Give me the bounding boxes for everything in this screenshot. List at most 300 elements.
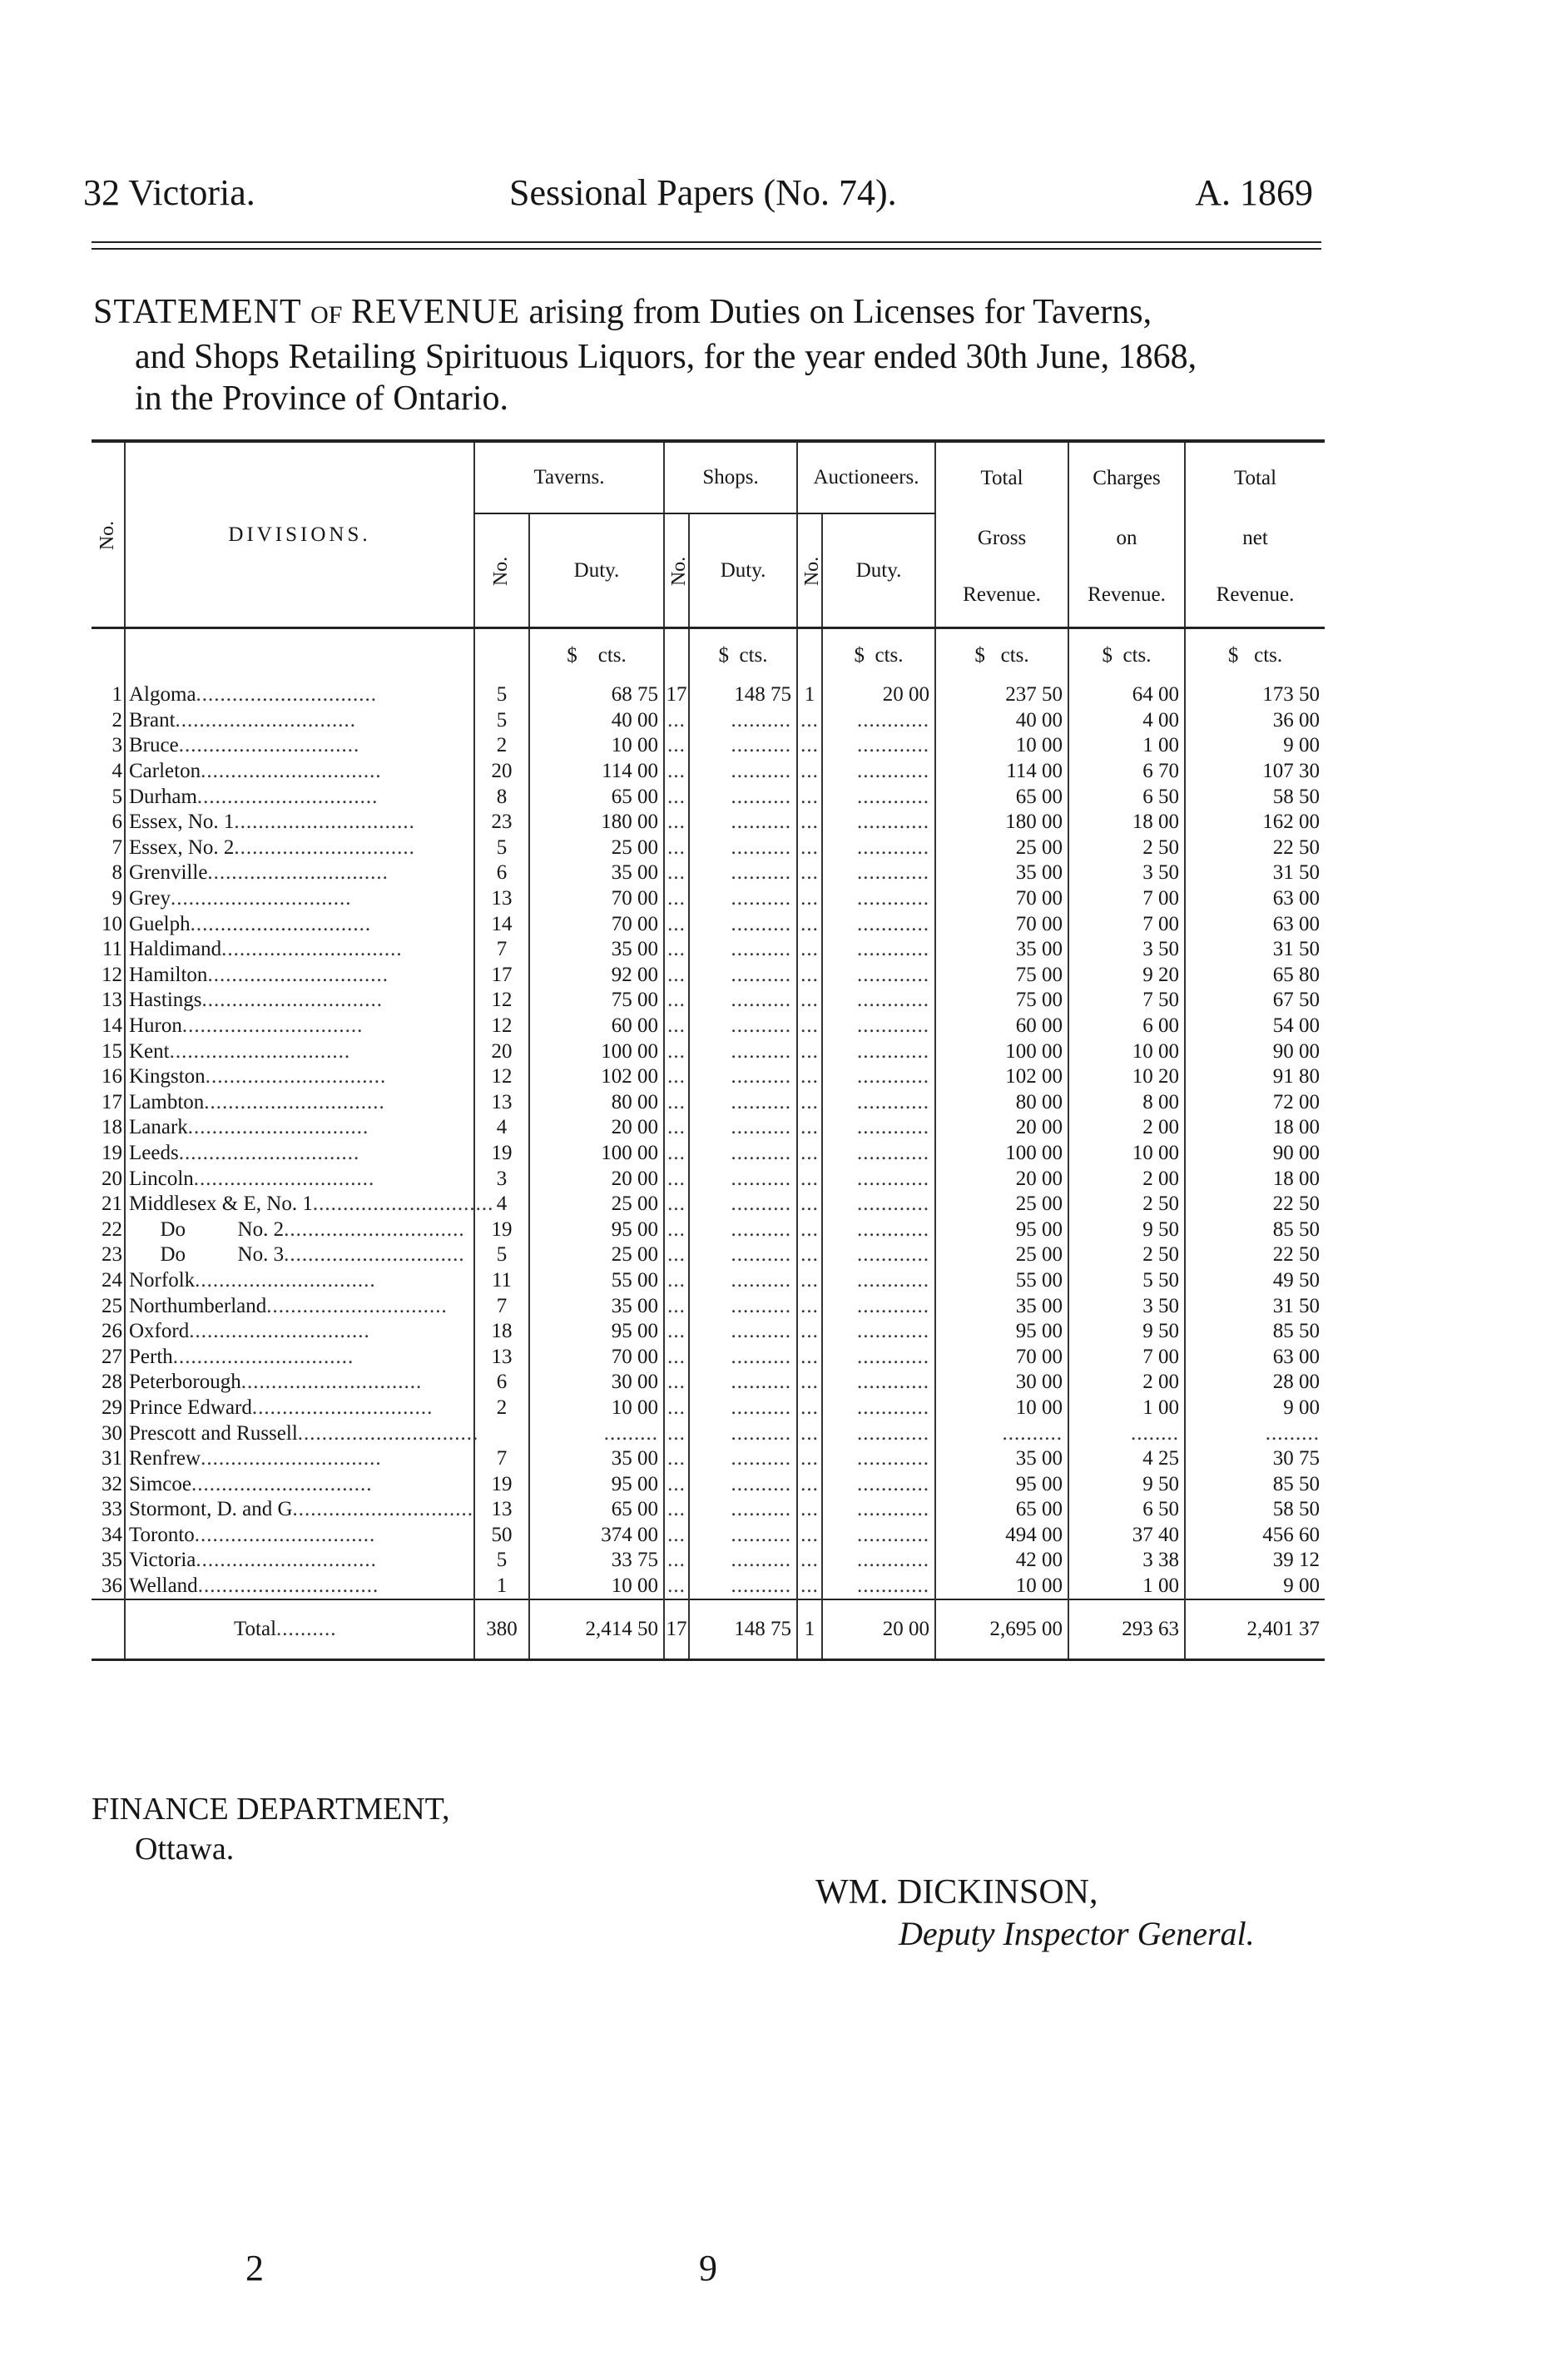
gross-revenue: 35 00 [935, 937, 1068, 963]
table-row [92, 911, 1325, 937]
net-revenue: 90 00 [1185, 1141, 1325, 1167]
total-shops-no: 17 [664, 1599, 689, 1660]
division-name: Toronto.............................. [125, 1523, 474, 1549]
taverns-duty: 25 00 [529, 835, 664, 861]
taverns-duty: 65 00 [529, 1497, 664, 1523]
table-row [92, 759, 1325, 785]
shops-duty: .......... [689, 1090, 797, 1116]
shops-duty: .......... [689, 1217, 797, 1242]
auct-no: ... [797, 1370, 822, 1396]
net-revenue: 9 00 [1185, 1574, 1325, 1600]
gross-revenue: 65 00 [935, 1497, 1068, 1523]
charges: 2 00 [1068, 1370, 1185, 1396]
gross-revenue: .......... [935, 1421, 1068, 1446]
net-revenue: 85 50 [1185, 1217, 1325, 1242]
shops-no: ... [664, 1217, 689, 1242]
taverns-no: 6 [474, 1370, 529, 1396]
shops-no: ... [664, 1497, 689, 1523]
taverns-duty: 60 00 [529, 1014, 664, 1039]
row-index: 32 [102, 1472, 122, 1495]
shops-no: ... [664, 1319, 689, 1345]
row-index: 10 [102, 912, 122, 935]
shops-duty: .......... [689, 911, 797, 937]
shops-no: ... [664, 784, 689, 810]
table-row [92, 1192, 1325, 1217]
division-name: Algoma.............................. [125, 682, 474, 708]
charges: 1 00 [1068, 1574, 1185, 1600]
total-row [92, 1599, 1325, 1660]
auct-duty: ............ [822, 1574, 935, 1600]
row-index: 2 [111, 708, 122, 731]
table-row [92, 1217, 1325, 1242]
division-name: Hastings.............................. [125, 988, 474, 1014]
auct-duty: ............ [822, 1217, 935, 1242]
shops-no: ... [664, 733, 689, 759]
gross-revenue: 60 00 [935, 1014, 1068, 1039]
total-taverns-no: 380 [474, 1599, 529, 1660]
charges: 10 00 [1068, 1039, 1185, 1064]
division-name: Lambton.............................. [125, 1090, 474, 1116]
division-name: Kingston.............................. [125, 1064, 474, 1090]
division-name: Middlesex & E, No. 1.............................. [125, 1192, 474, 1217]
net-revenue: 31 50 [1185, 860, 1325, 886]
taverns-duty: 95 00 [529, 1217, 664, 1242]
auct-duty: ............ [822, 1141, 935, 1167]
auct-no: ... [797, 988, 822, 1014]
auct-no: ... [797, 860, 822, 886]
taverns-no: 5 [474, 1548, 529, 1574]
charges: 5 50 [1068, 1268, 1185, 1294]
gross-revenue: 10 00 [935, 1396, 1068, 1421]
charges: 7 50 [1068, 988, 1185, 1014]
division-name: Kent.............................. [125, 1039, 474, 1064]
shops-duty: .......... [689, 1523, 797, 1549]
division-name: Durham.............................. [125, 784, 474, 810]
division-name: Northumberland.............................. [125, 1293, 474, 1319]
charges: 4 00 [1068, 708, 1185, 734]
net-revenue: 90 00 [1185, 1039, 1325, 1064]
taverns-no: 13 [474, 1344, 529, 1370]
shops-duty: .......... [689, 1141, 797, 1167]
taverns-duty: 35 00 [529, 937, 664, 963]
auct-duty: ............ [822, 1471, 935, 1497]
charges: 9 50 [1068, 1217, 1185, 1242]
shops-duty: .......... [689, 937, 797, 963]
shops-no: ... [664, 1548, 689, 1574]
shops-no: ... [664, 937, 689, 963]
gross-revenue: 95 00 [935, 1319, 1068, 1345]
total-net: 2,401 37 [1185, 1599, 1325, 1660]
table-row [92, 1523, 1325, 1549]
taverns-no: 4 [474, 1192, 529, 1217]
row-index: 12 [102, 963, 122, 986]
table-row [92, 1471, 1325, 1497]
row-index: 14 [102, 1014, 122, 1038]
net-revenue: 49 50 [1185, 1268, 1325, 1294]
shops-duty: .......... [689, 1242, 797, 1268]
auct-duty: ............ [822, 1115, 935, 1141]
shops-duty: 148 75 [689, 682, 797, 708]
row-index: 19 [102, 1141, 122, 1164]
shops-no: ... [664, 810, 689, 835]
net-revenue: 456 60 [1185, 1523, 1325, 1549]
shops-duty: .......... [689, 1471, 797, 1497]
shops-no: ... [664, 1421, 689, 1446]
row-index: 27 [102, 1345, 122, 1368]
division-name: Do No. 3.............................. [125, 1242, 474, 1268]
taverns-duty: 35 00 [529, 1293, 664, 1319]
units-charges: $ cts. [1068, 628, 1185, 683]
charges: ........ [1068, 1421, 1185, 1446]
col-header-total-gross-3: Revenue. [935, 563, 1068, 628]
taverns-duty: 95 00 [529, 1319, 664, 1345]
title-of-word: OF [310, 301, 343, 329]
row-index: 9 [111, 887, 122, 910]
col-header-auct-duty: Duty. [822, 513, 935, 628]
shops-no: ... [664, 708, 689, 734]
net-revenue: 63 00 [1185, 911, 1325, 937]
gross-revenue: 70 00 [935, 911, 1068, 937]
taverns-no: 18 [474, 1319, 529, 1345]
table-row [92, 1242, 1325, 1268]
charges: 37 40 [1068, 1523, 1185, 1549]
shops-duty: .......... [689, 733, 797, 759]
table-row [92, 1396, 1325, 1421]
total-charges: 293 63 [1068, 1599, 1185, 1660]
col-header-taverns-no: No. [474, 513, 529, 628]
taverns-duty: 102 00 [529, 1064, 664, 1090]
shops-duty: .......... [689, 988, 797, 1014]
table-row [92, 1344, 1325, 1370]
net-revenue: 162 00 [1185, 810, 1325, 835]
division-name: Peterborough.............................. [125, 1370, 474, 1396]
net-revenue: 85 50 [1185, 1471, 1325, 1497]
shops-duty: .......... [689, 963, 797, 989]
auct-duty: ............ [822, 1166, 935, 1192]
net-revenue: 18 00 [1185, 1115, 1325, 1141]
net-revenue: 72 00 [1185, 1090, 1325, 1116]
row-index: 36 [102, 1574, 122, 1598]
auct-no: ... [797, 1242, 822, 1268]
taverns-duty: 75 00 [529, 988, 664, 1014]
taverns-no: 6 [474, 860, 529, 886]
charges: 7 00 [1068, 886, 1185, 912]
auct-duty: ............ [822, 1039, 935, 1064]
auct-duty: ............ [822, 988, 935, 1014]
col-header-net-2: net [1185, 513, 1325, 563]
department-name: FINANCE DEPARTMENT, [92, 1792, 450, 1827]
net-revenue: 65 80 [1185, 963, 1325, 989]
shops-no: ... [664, 1014, 689, 1039]
net-revenue: 22 50 [1185, 835, 1325, 861]
charges: 10 20 [1068, 1064, 1185, 1090]
division-name: Simcoe.............................. [125, 1471, 474, 1497]
charges: 7 00 [1068, 1344, 1185, 1370]
taverns-duty: 10 00 [529, 733, 664, 759]
auct-duty: ............ [822, 1523, 935, 1549]
gross-revenue: 70 00 [935, 886, 1068, 912]
shops-duty: .......... [689, 1319, 797, 1345]
total-taverns-duty: 2,414 50 [529, 1599, 664, 1660]
auct-duty: ............ [822, 1293, 935, 1319]
taverns-duty: 35 00 [529, 1446, 664, 1472]
table-row [92, 784, 1325, 810]
net-revenue: 63 00 [1185, 886, 1325, 912]
title-revenue-word: REVENUE [350, 293, 520, 331]
table-row [92, 886, 1325, 912]
department-city: Ottawa. [135, 1832, 235, 1867]
gross-revenue: 25 00 [935, 1192, 1068, 1217]
charges: 2 00 [1068, 1115, 1185, 1141]
table-row [92, 733, 1325, 759]
charges: 9 20 [1068, 963, 1185, 989]
division-name: Prince Edward.............................. [125, 1396, 474, 1421]
taverns-no: 3 [474, 1166, 529, 1192]
row-index: 31 [102, 1447, 122, 1470]
taverns-duty: 100 00 [529, 1039, 664, 1064]
taverns-no: 11 [474, 1268, 529, 1294]
row-index: 17 [102, 1090, 122, 1113]
charges: 6 00 [1068, 1014, 1185, 1039]
auct-no: 1 [797, 682, 822, 708]
col-header-charges-3: Revenue. [1068, 563, 1185, 628]
col-header-charges-1: Charges [1068, 441, 1185, 513]
taverns-duty: 10 00 [529, 1574, 664, 1600]
shops-duty: .......... [689, 1497, 797, 1523]
charges: 9 50 [1068, 1471, 1185, 1497]
shops-no: ... [664, 1039, 689, 1064]
shops-duty: .......... [689, 708, 797, 734]
col-header-shops-duty: Duty. [689, 513, 797, 628]
table-row [92, 1090, 1325, 1116]
taverns-duty: 20 00 [529, 1115, 664, 1141]
shops-no: ... [664, 1293, 689, 1319]
auct-duty: ............ [822, 1064, 935, 1090]
auct-duty: ............ [822, 1268, 935, 1294]
division-name: Stormont, D. and G.............................. [125, 1497, 474, 1523]
division-name: Perth.............................. [125, 1344, 474, 1370]
units-gross: $ cts. [935, 628, 1068, 683]
division-name: Prescott and Russell.............................. [125, 1421, 474, 1446]
shops-duty: .......... [689, 784, 797, 810]
units-shops: $ cts. [689, 628, 797, 683]
auct-duty: ............ [822, 860, 935, 886]
charges: 1 00 [1068, 733, 1185, 759]
shops-duty: .......... [689, 1548, 797, 1574]
net-revenue: 31 50 [1185, 937, 1325, 963]
charges: 10 00 [1068, 1141, 1185, 1167]
table-body [92, 682, 1325, 1599]
total-auct-duty: 20 00 [822, 1599, 935, 1660]
row-index: 15 [102, 1039, 122, 1063]
division-name: Leeds.............................. [125, 1141, 474, 1167]
taverns-duty: 70 00 [529, 911, 664, 937]
shops-duty: .......... [689, 1014, 797, 1039]
taverns-duty: 114 00 [529, 759, 664, 785]
division-name: Hamilton.............................. [125, 963, 474, 989]
charges: 64 00 [1068, 682, 1185, 708]
gross-revenue: 10 00 [935, 1574, 1068, 1600]
shops-duty: .......... [689, 759, 797, 785]
gross-revenue: 30 00 [935, 1370, 1068, 1396]
auct-duty: ............ [822, 1344, 935, 1370]
table-row [92, 1421, 1325, 1446]
division-name: Haldimand.............................. [125, 937, 474, 963]
row-index: 1 [111, 683, 122, 707]
auct-no: ... [797, 937, 822, 963]
header-rule-bottom [92, 248, 1321, 250]
charges: 2 50 [1068, 835, 1185, 861]
auct-no: ... [797, 733, 822, 759]
division-name: Guelph.............................. [125, 911, 474, 937]
table-row [92, 1166, 1325, 1192]
shops-no: ... [664, 1344, 689, 1370]
auct-no: ... [797, 835, 822, 861]
revenue-table [92, 439, 1325, 1661]
table-row [92, 708, 1325, 734]
gross-revenue: 35 00 [935, 1293, 1068, 1319]
shops-no: ... [664, 963, 689, 989]
row-index: 34 [102, 1523, 122, 1546]
table-row [92, 963, 1325, 989]
net-revenue: 54 00 [1185, 1014, 1325, 1039]
col-header-total-gross-1: Total [935, 441, 1068, 513]
col-header-charges-2: on [1068, 513, 1185, 563]
table-row [92, 1574, 1325, 1600]
auct-no: ... [797, 1319, 822, 1345]
auct-no: ... [797, 1396, 822, 1421]
shops-duty: .......... [689, 1268, 797, 1294]
taverns-no: 5 [474, 682, 529, 708]
taverns-no: 12 [474, 1064, 529, 1090]
net-revenue: 31 50 [1185, 1293, 1325, 1319]
gross-revenue: 100 00 [935, 1039, 1068, 1064]
net-revenue: 63 00 [1185, 1344, 1325, 1370]
table-row [92, 835, 1325, 861]
shops-no: ... [664, 911, 689, 937]
division-name: Oxford.............................. [125, 1319, 474, 1345]
table-row [92, 937, 1325, 963]
header-volume: 32 Victoria. [83, 172, 255, 213]
shops-no: ... [664, 1064, 689, 1090]
shops-duty: .......... [689, 1039, 797, 1064]
charges: 3 38 [1068, 1548, 1185, 1574]
auct-no: ... [797, 1471, 822, 1497]
table-row [92, 988, 1325, 1014]
row-index: 7 [111, 835, 122, 859]
taverns-no: 50 [474, 1523, 529, 1549]
taverns-no: 1 [474, 1574, 529, 1600]
table-row [92, 1014, 1325, 1039]
shops-no: ... [664, 1166, 689, 1192]
col-header-total-gross-2: Gross [935, 513, 1068, 563]
gross-revenue: 102 00 [935, 1064, 1068, 1090]
total-gross: 2,695 00 [935, 1599, 1068, 1660]
shops-duty: .......... [689, 1446, 797, 1472]
auct-duty: ............ [822, 810, 935, 835]
row-index: 22 [102, 1217, 122, 1241]
row-index: 28 [102, 1371, 122, 1394]
shops-no: ... [664, 1370, 689, 1396]
row-index: 5 [111, 785, 122, 808]
auct-duty: ............ [822, 784, 935, 810]
row-index: 3 [111, 734, 122, 757]
gross-revenue: 20 00 [935, 1166, 1068, 1192]
finance-department [92, 1789, 450, 1869]
taverns-no: 2 [474, 1396, 529, 1421]
auct-no: ... [797, 1421, 822, 1446]
units-auct: $ cts. [822, 628, 935, 683]
net-revenue: 22 50 [1185, 1192, 1325, 1217]
taverns-duty: 55 00 [529, 1268, 664, 1294]
shops-no: ... [664, 1446, 689, 1472]
col-header-shops-no: No. [664, 513, 689, 628]
taverns-no: 5 [474, 708, 529, 734]
auct-duty: ............ [822, 1370, 935, 1396]
charges: 2 00 [1068, 1166, 1185, 1192]
title-line-3: in the Province of Ontario. [135, 379, 509, 418]
net-revenue: 39 12 [1185, 1548, 1325, 1574]
shops-no: ... [664, 1396, 689, 1421]
auct-duty: ............ [822, 1014, 935, 1039]
gross-revenue: 95 00 [935, 1471, 1068, 1497]
auct-duty: ............ [822, 886, 935, 912]
auct-duty: ............ [822, 937, 935, 963]
col-header-divisions: DIVISIONS. [125, 441, 474, 628]
gross-revenue: 35 00 [935, 1446, 1068, 1472]
auct-no: ... [797, 1268, 822, 1294]
shops-no: ... [664, 759, 689, 785]
gross-revenue: 70 00 [935, 1344, 1068, 1370]
table-row [92, 1497, 1325, 1523]
division-name: Bruce.............................. [125, 733, 474, 759]
gross-revenue: 100 00 [935, 1141, 1068, 1167]
taverns-duty: 25 00 [529, 1242, 664, 1268]
auct-no: ... [797, 1446, 822, 1472]
taverns-no: 7 [474, 1446, 529, 1472]
charges: 1 00 [1068, 1396, 1185, 1421]
division-name: Carleton.............................. [125, 759, 474, 785]
auct-no: ... [797, 1548, 822, 1574]
table-row [92, 1319, 1325, 1345]
auct-no: ... [797, 708, 822, 734]
auct-duty: ............ [822, 1319, 935, 1345]
net-revenue: 58 50 [1185, 1497, 1325, 1523]
taverns-no: 7 [474, 1293, 529, 1319]
signer-name: WM. DICKINSON, [815, 1873, 1098, 1911]
auct-duty: ............ [822, 1548, 935, 1574]
net-revenue: 107 30 [1185, 759, 1325, 785]
auct-no: ... [797, 1217, 822, 1242]
taverns-duty: 20 00 [529, 1166, 664, 1192]
row-index: 16 [102, 1065, 122, 1088]
shops-duty: .......... [689, 1574, 797, 1600]
shops-no: ... [664, 860, 689, 886]
net-revenue: 9 00 [1185, 1396, 1325, 1421]
taverns-no: 5 [474, 1242, 529, 1268]
auct-no: ... [797, 759, 822, 785]
col-header-auctioneers: Auctioneers. [797, 441, 935, 513]
taverns-duty: 180 00 [529, 810, 664, 835]
division-name: Grenville.............................. [125, 860, 474, 886]
auct-no: ... [797, 1014, 822, 1039]
taverns-duty: 95 00 [529, 1471, 664, 1497]
charges: 6 70 [1068, 759, 1185, 785]
charges: 2 50 [1068, 1192, 1185, 1217]
col-header-no: No. [92, 441, 125, 628]
shops-no: ... [664, 1471, 689, 1497]
taverns-no: 13 [474, 886, 529, 912]
